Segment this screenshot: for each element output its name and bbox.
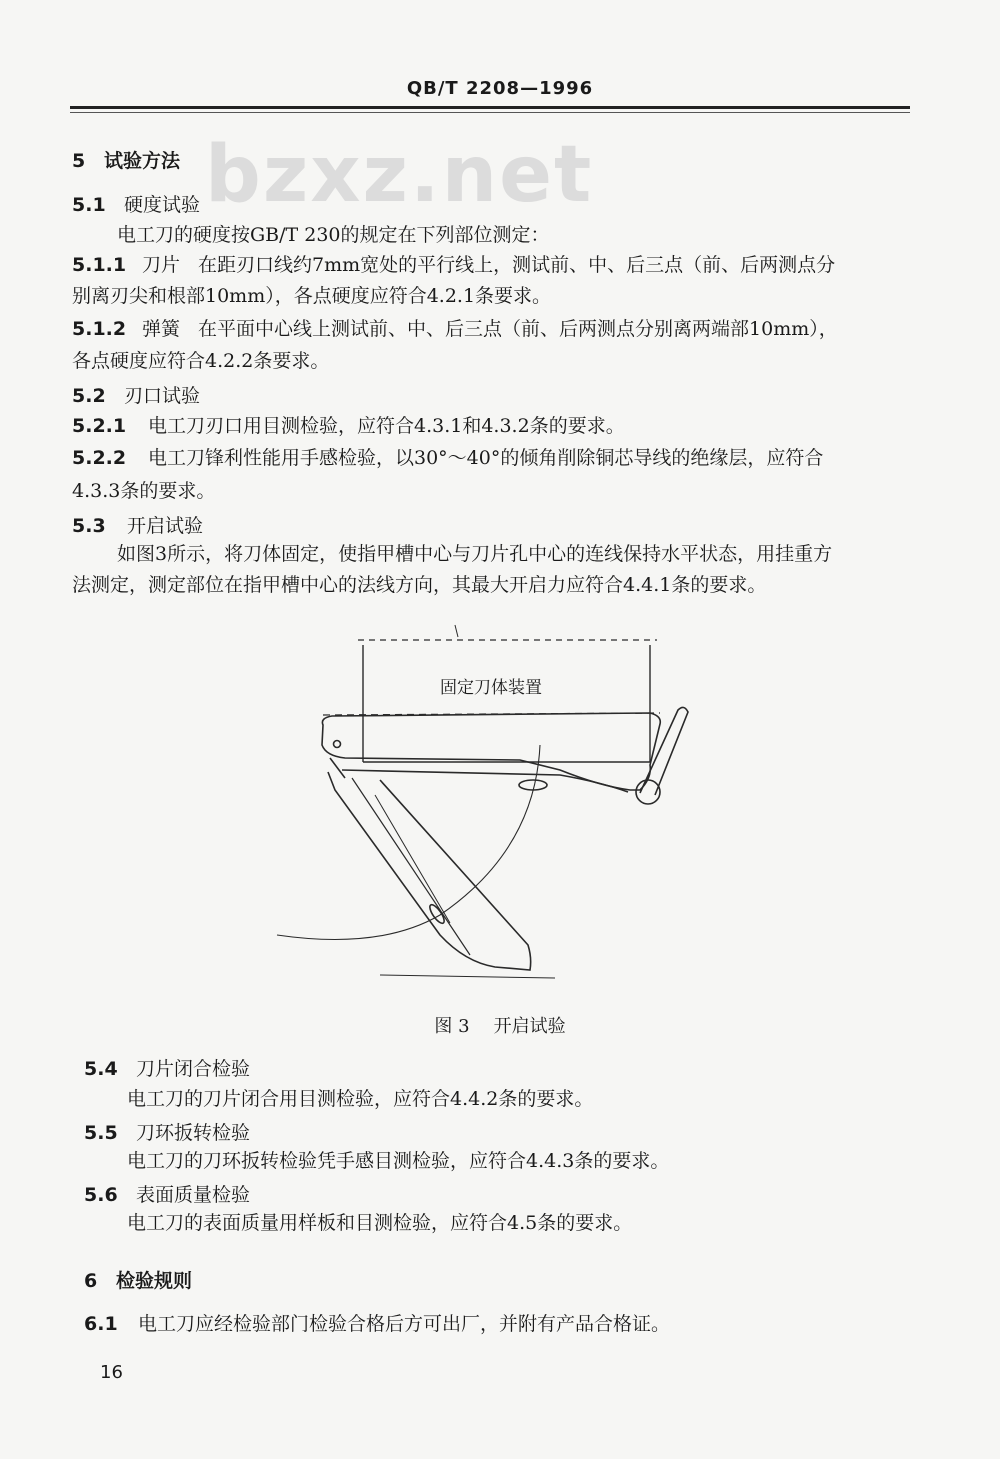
section-title: 刀片闭合检验 — [136, 1058, 251, 1080]
section-text: 在平面中心线上测试前、中、后三点（前、后两测点分别离两端部10mm）， — [198, 318, 838, 340]
section-title: 表面质量检验 — [136, 1184, 251, 1206]
section-title: 硬度试验 — [124, 194, 201, 216]
section-text: 电工刀刃口用目测检验，应符合4.3.1和4.3.2条的要求。 — [148, 415, 625, 437]
section-number: 5.1.2 — [72, 318, 127, 340]
section-number: 5.6 — [84, 1184, 118, 1206]
figure-caption — [0, 1012, 1000, 1038]
section-5-1-1-line2: 别离刃尖和根部10mm），各点硬度应符合4.2.1条要求。 — [72, 285, 552, 307]
section-6-heading — [84, 1270, 192, 1293]
section-title: 刀片 — [142, 254, 181, 276]
section-6-1 — [84, 1313, 670, 1336]
section-number: 5.1 — [72, 194, 106, 216]
section-number: 6 — [84, 1270, 98, 1292]
section-text: 在距刃口线约7mm宽处的平行线上，测试前、中、后三点（前、后两测点分 — [198, 254, 836, 276]
section-number: 5.2.2 — [72, 447, 127, 469]
section-number: 5.2 — [72, 385, 106, 407]
section-title: 刀环扳转检验 — [136, 1122, 251, 1144]
figure-box-label: 固定刀体装置 — [440, 678, 542, 698]
page-header: QB/T 2208—1996 — [406, 78, 594, 99]
section-number: 5.3 — [72, 515, 106, 537]
section-5-6-body: 电工刀的表面质量用样板和目测检验，应符合4.5条的要求。 — [127, 1212, 633, 1234]
section-number: 5.2.1 — [72, 415, 127, 437]
section-title: 检验规则 — [116, 1270, 193, 1292]
figure-caption-number: 图 3 — [434, 1016, 470, 1037]
section-number: 6.1 — [84, 1313, 118, 1335]
section-5-1-2-line2: 各点硬度应符合4.2.2条要求。 — [72, 350, 330, 372]
section-number: 5.4 — [84, 1058, 118, 1080]
section-5-5-heading — [84, 1122, 250, 1145]
section-title: 开启试验 — [127, 515, 204, 537]
watermark: bzxz.net — [205, 130, 594, 220]
section-5-4-heading — [84, 1058, 250, 1081]
section-5-4-body: 电工刀的刀片闭合用目测检验，应符合4.4.2条的要求。 — [127, 1088, 594, 1110]
section-5-2-2-line2: 4.3.3条的要求。 — [72, 480, 216, 502]
figure-caption-text: 开启试验 — [493, 1016, 566, 1037]
section-5-3-line1: 如图3所示，将刀体固定，使指甲槽中心与刀片孔中心的连线保持水平状态，用挂重方 — [117, 543, 833, 565]
section-text: 电工刀锋利性能用手感检验，以30°～40°的倾角削除铜芯导线的绝缘层，应符合 — [148, 447, 824, 469]
section-title: 试验方法 — [104, 150, 181, 172]
section-5-6-heading — [84, 1184, 250, 1207]
section-number: 5 — [72, 150, 86, 172]
section-number: 5.1.1 — [72, 254, 127, 276]
section-title: 刃口试验 — [124, 385, 201, 407]
section-title: 弹簧 — [142, 318, 181, 340]
section-text: 电工刀应经检验部门检验合格后方可出厂，并附有产品合格证。 — [138, 1313, 671, 1335]
section-5-5-body: 电工刀的刀环扳转检验凭手感目测检验，应符合4.4.3条的要求。 — [127, 1150, 670, 1172]
section-5-1-body: 电工刀的硬度按GB/T 230的规定在下列部位测定： — [117, 224, 550, 246]
page-number: 16 — [100, 1362, 123, 1383]
section-5-3-line2: 法测定，测定部位在指甲槽中心的法线方向，其最大开启力应符合4.4.1条的要求。 — [72, 574, 767, 596]
section-number: 5.5 — [84, 1122, 118, 1144]
